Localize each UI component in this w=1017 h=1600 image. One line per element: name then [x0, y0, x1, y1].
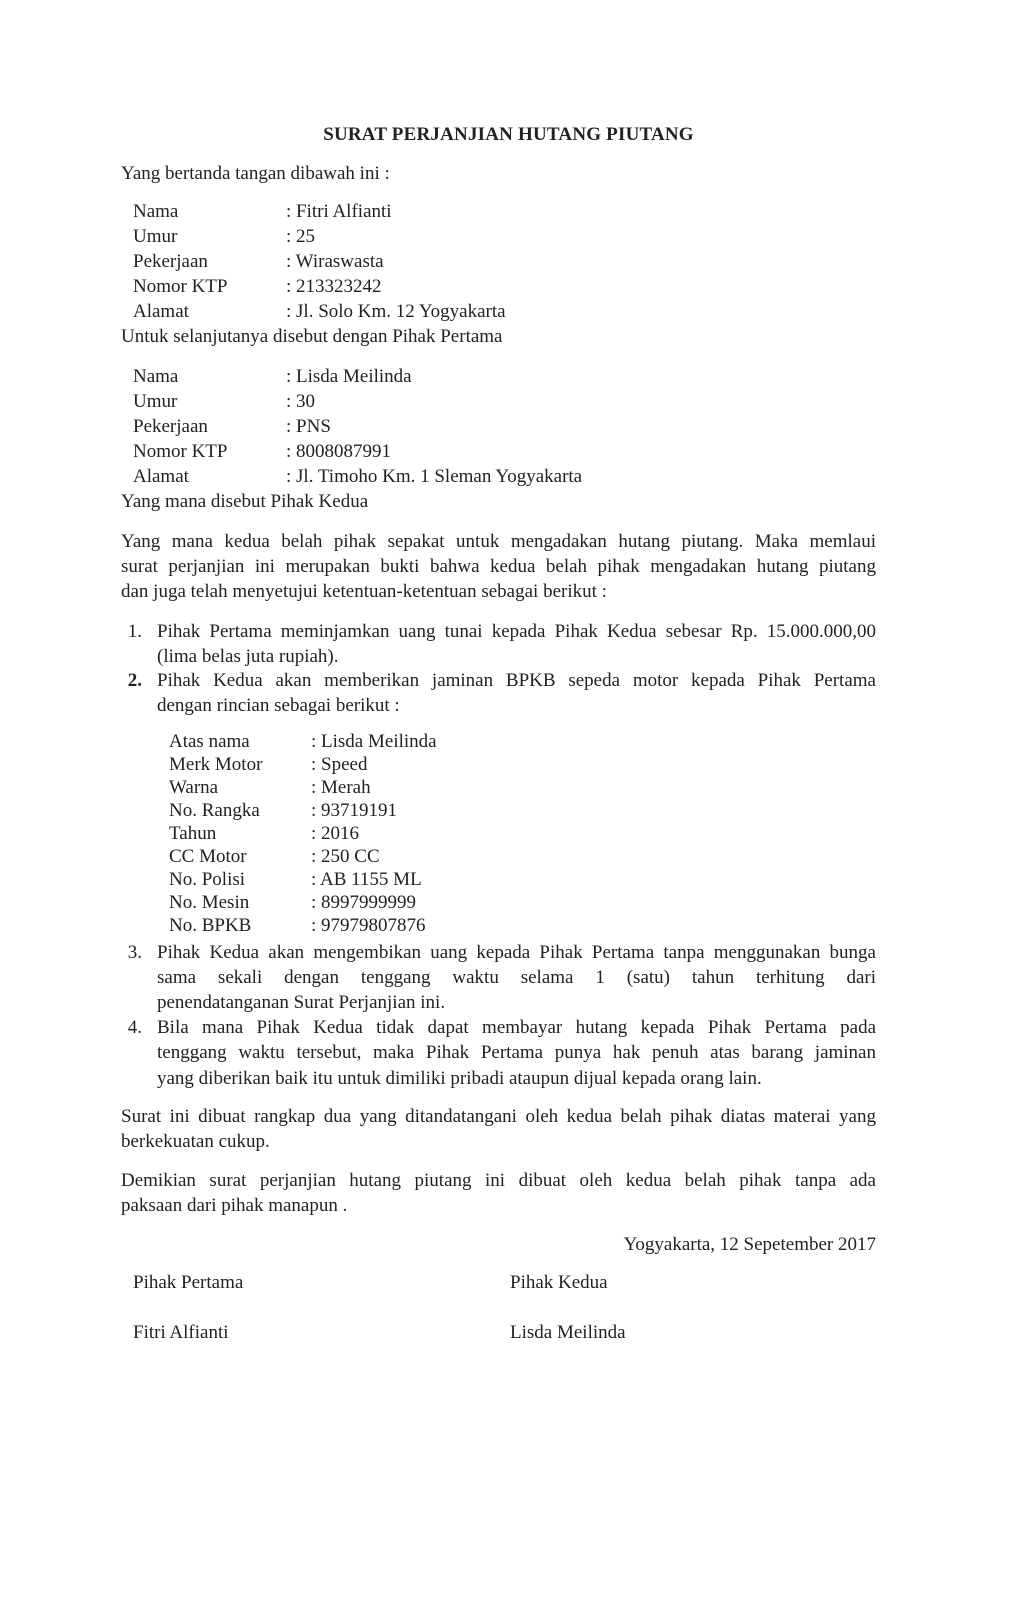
motor-label: Tahun — [169, 823, 217, 844]
motor-value: : Lisda Meilinda — [311, 731, 437, 752]
paragraph-line: surat perjanjian ini merupakan bukti bahwa kedua belah pihak mengadakan hutang piutang — [121, 556, 876, 577]
motor-value: : 93719191 — [311, 800, 398, 821]
field-label: Nama — [133, 366, 179, 387]
field-label: Pekerjaan — [133, 251, 208, 272]
motor-value: : Speed — [311, 754, 368, 775]
field-value: : Wiraswasta — [286, 251, 384, 272]
item-number: 4. — [127, 1017, 142, 1038]
item-line: Pihak Pertama meminjamkan uang tunai kepada Pihak Kedua sebesar Rp. 15.000.000,00 — [157, 621, 876, 642]
field-value: : 8008087991 — [286, 441, 392, 462]
motor-label: Warna — [169, 777, 219, 798]
place-date: Yogyakarta, 12 Sepetember 2017 — [623, 1234, 876, 1255]
item-number: 1. — [127, 621, 142, 642]
motor-label: No. Polisi — [169, 869, 246, 890]
item-number: 3. — [127, 942, 142, 963]
field-label: Pekerjaan — [133, 416, 208, 437]
party2-note: Yang mana disebut Pihak Kedua — [121, 491, 369, 512]
signature-right-name: Lisda Meilinda — [510, 1322, 626, 1343]
item-line: tenggang waktu tersebut, maka Pihak Pertama punya hak penuh atas barang jaminan — [157, 1042, 876, 1063]
field-value: : Jl. Timoho Km. 1 Sleman Yogyakarta — [286, 466, 583, 487]
motor-value: : 250 CC — [311, 846, 380, 867]
field-value: : Jl. Solo Km. 12 Yogyakarta — [286, 301, 506, 322]
item-line: Bila mana Pihak Kedua tidak dapat membayar hutang kepada Pihak Pertama pada — [157, 1017, 876, 1038]
item-line: sama sekali dengan tenggang waktu selama 1 (satu) tahun terhitung dari — [157, 967, 876, 988]
motor-label: Atas nama — [169, 731, 250, 752]
field-label: Alamat — [133, 301, 189, 322]
field-value: : 30 — [286, 391, 316, 412]
signature-right-role: Pihak Kedua — [510, 1272, 608, 1293]
field-label: Nomor KTP — [133, 441, 228, 462]
document-title: SURAT PERJANJIAN HUTANG PIUTANG — [323, 124, 694, 145]
motor-value: : 8997999999 — [311, 892, 417, 913]
party1-note: Untuk selanjutanya disebut dengan Pihak Pertama — [121, 326, 503, 347]
motor-label: No. Rangka — [169, 800, 260, 821]
motor-label: Merk Motor — [169, 754, 263, 775]
motor-value: : 97979807876 — [311, 915, 426, 936]
field-value: : 213323242 — [286, 276, 382, 297]
field-label: Nama — [133, 201, 179, 222]
signature-left-name: Fitri Alfianti — [133, 1322, 229, 1343]
motor-value: : Merah — [311, 777, 371, 798]
field-label: Umur — [133, 226, 178, 247]
motor-label: CC Motor — [169, 846, 247, 867]
intro-text: Yang bertanda tangan dibawah ini : — [121, 163, 390, 184]
field-label: Alamat — [133, 466, 189, 487]
item-line: Pihak Kedua akan mengembikan uang kepada Pihak Pertama tanpa menggunakan bunga — [157, 942, 876, 963]
paragraph-line: Surat ini dibuat rangkap dua yang ditandatangani oleh kedua belah pihak diatas materai yang — [121, 1106, 876, 1127]
paragraph-line: berkekuatan cukup. — [121, 1131, 270, 1152]
field-value: : Lisda Meilinda — [286, 366, 412, 387]
item-line: penendatanganan Surat Perjanjian ini. — [157, 992, 446, 1013]
motor-value: : AB 1155 ML — [311, 869, 422, 890]
motor-label: No. BPKB — [169, 915, 252, 936]
paragraph-line: Demikian surat perjanjian hutang piutang ini dibuat oleh kedua belah pihak tanpa ada — [121, 1170, 876, 1191]
item-line: (lima belas juta rupiah). — [157, 646, 339, 667]
item-line: yang diberikan baik itu untuk dimiliki pribadi ataupun dijual kepada orang lain. — [157, 1068, 762, 1089]
item-line: dengan rincian sebagai berikut : — [157, 695, 400, 716]
field-value: : 25 — [286, 226, 316, 247]
paragraph-line: Yang mana kedua belah pihak sepakat untuk mengadakan hutang piutang. Maka memlaui — [121, 531, 876, 552]
field-value: : Fitri Alfianti — [286, 201, 392, 222]
motor-label: No. Mesin — [169, 892, 250, 913]
field-value: : PNS — [286, 416, 331, 437]
item-line: Pihak Kedua akan memberikan jaminan BPKB sepeda motor kepada Pihak Pertama — [157, 670, 876, 691]
item-number: 2. — [127, 670, 142, 691]
signature-left-role: Pihak Pertama — [133, 1272, 244, 1293]
paragraph-line: dan juga telah menyetujui ketentuan-ketentuan sebagai berikut : — [121, 581, 607, 602]
paragraph-line: paksaan dari pihak manapun . — [121, 1195, 348, 1216]
motor-value: : 2016 — [311, 823, 360, 844]
field-label: Umur — [133, 391, 178, 412]
field-label: Nomor KTP — [133, 276, 228, 297]
